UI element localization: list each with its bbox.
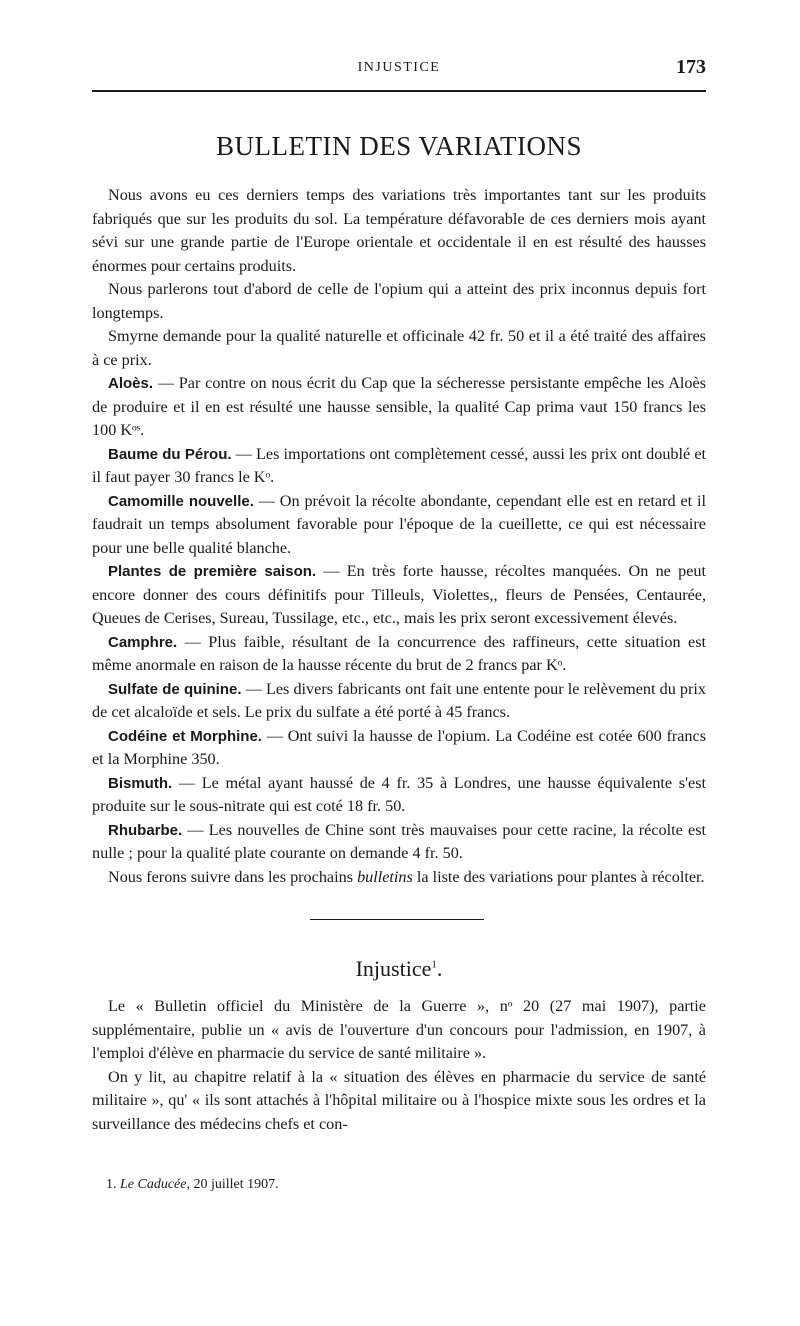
paragraph-camphre: Camphre. — Plus faible, résultant de la concurrence des raffineurs, cette situation est même anormale en raison de la hausse récente du brut de 2 francs par Kᵒ.	[92, 632, 706, 674]
paragraph-bismuth: Bismuth. — Le métal ayant haussé de 4 fr. 35 à Londres, une hausse équivalente s'est produite sur le sous-nitrate qui est coté 18 fr. 50.	[92, 773, 706, 815]
paragraph-closing: Nous ferons suivre dans les prochains bulletins la liste des variations pour plantes à récolter.	[108, 867, 705, 886]
paragraph-camomille: Camomille nouvelle. — On prévoit la récolte abondante, cependant elle est en retard et il faudrait un temps absolument favorable pour l'époque de la cueillette, ce qui est nécessaire pour une belle qualité blanche.	[92, 491, 706, 557]
running-title: INJUSTICE	[357, 60, 441, 75]
paragraph-bulletin-officiel: Le « Bulletin officiel du Ministère de la Guerre », nᵒ 20 (27 mai 1907), partie supplémentaire, publie un « avis de l'ouverture d'un concours pour l'admission, en 1907, à l'emploi d'élève en pharmacie du service de santé militaire ».	[92, 997, 706, 1062]
footnote-marker: 1	[431, 958, 437, 971]
term-sulfate-quinine: Sulfate de quinine.	[108, 680, 242, 698]
term-camomille: Camomille nouvelle.	[108, 492, 254, 510]
bulletin-body	[92, 184, 706, 889]
term-rhubarbe: Rhubarbe.	[108, 821, 183, 839]
injustice-body	[92, 995, 706, 1136]
paragraph-baume-du-perou: Baume du Pérou. — Les importations ont complètement cessé, aussi les prix ont doublé et il faut payer 30 francs le Kᵒ.	[92, 444, 707, 486]
paragraph-aloes: Aloès. — Par contre on nous écrit du Cap que la sécheresse persistante empêche les Aloès de produire et il en est résulté une hausse sensible, la qualité Cap prima vaut 150 francs les 100 Kᵒˢ.	[92, 374, 706, 439]
term-codeine-morphine: Codéine et Morphine.	[108, 727, 262, 745]
footnote: 1. Le Caducée, 20 juillet 1907.	[106, 1177, 279, 1192]
paragraph-sulfate-quinine: Sulfate de quinine. — Les divers fabricants ont fait une entente pour le relèvement du prix de cet alcaloïde et sels. Le prix du sulfate a été porté à 45 francs.	[92, 679, 706, 721]
paragraph-smyrne: Smyrne demande pour la qualité naturelle et officinale 42 fr. 50 et il a été traité des affaires à ce prix.	[92, 327, 706, 369]
section-title: BULLETIN DES VARIATIONS	[215, 131, 582, 161]
paragraph-intro: Nous avons eu ces derniers temps des variations très importantes tant sur les produits fabriqués que sur les produits du sol. La température défavorable de ces derniers mois ayant sévi sur une grande partie de l'Europe orientale et occidentale il en est résulté des hausses énormes pour certains produits.	[92, 186, 706, 275]
paragraph-opium: Nous parlerons tout d'abord de celle de l'opium qui a atteint des prix inconnus depuis fort longtemps.	[92, 280, 706, 322]
section-divider	[310, 919, 484, 920]
term-bismuth: Bismuth.	[108, 774, 173, 792]
page-number: 173	[676, 56, 706, 78]
term-camphre: Camphre.	[108, 633, 178, 651]
paragraph-codeine-morphine: Codéine et Morphine. — Ont suivi la hausse de l'opium. La Codéine est cotée 600 francs et la Morphine 350.	[92, 726, 706, 768]
paragraph-rhubarbe: Rhubarbe. — Les nouvelles de Chine sont très mauvaises pour cette racine, la récolte est nulle ; pour la qualité plate courante on demande 4 fr. 50.	[92, 820, 706, 862]
paragraph-plantes: Plantes de première saison. — En très forte hausse, récoltes manquées. On ne peut encore donner des cours définitifs pour Tilleuls, Violettes,, fleurs de Pensées, Centaurée, Queues de Cerises, Sureau, Tussilage, etc., etc., mais les prix seront excessivement élevés.	[92, 562, 706, 627]
footnote-source: Le Caducée,	[120, 1177, 190, 1192]
header-rule	[92, 90, 706, 92]
running-head	[92, 58, 706, 80]
term-aloes: Aloès.	[108, 375, 154, 392]
paragraph-chapitre: On y lit, au chapitre relatif à la « situation des élèves en pharmacie du service de santé militaire », qu' « ils sont attachés à l'hôpital militaire ou à l'hospice mixte sous les ordres et la surveillance des médecins chefs et con-	[92, 1067, 706, 1133]
injustice-title: Injustice$^1$.	[355, 956, 443, 981]
term-plantes: Plantes de première saison.	[108, 563, 317, 580]
italic-bulletins: bulletins	[357, 867, 413, 886]
term-baume-du-perou: Baume du Pérou.	[108, 445, 232, 463]
